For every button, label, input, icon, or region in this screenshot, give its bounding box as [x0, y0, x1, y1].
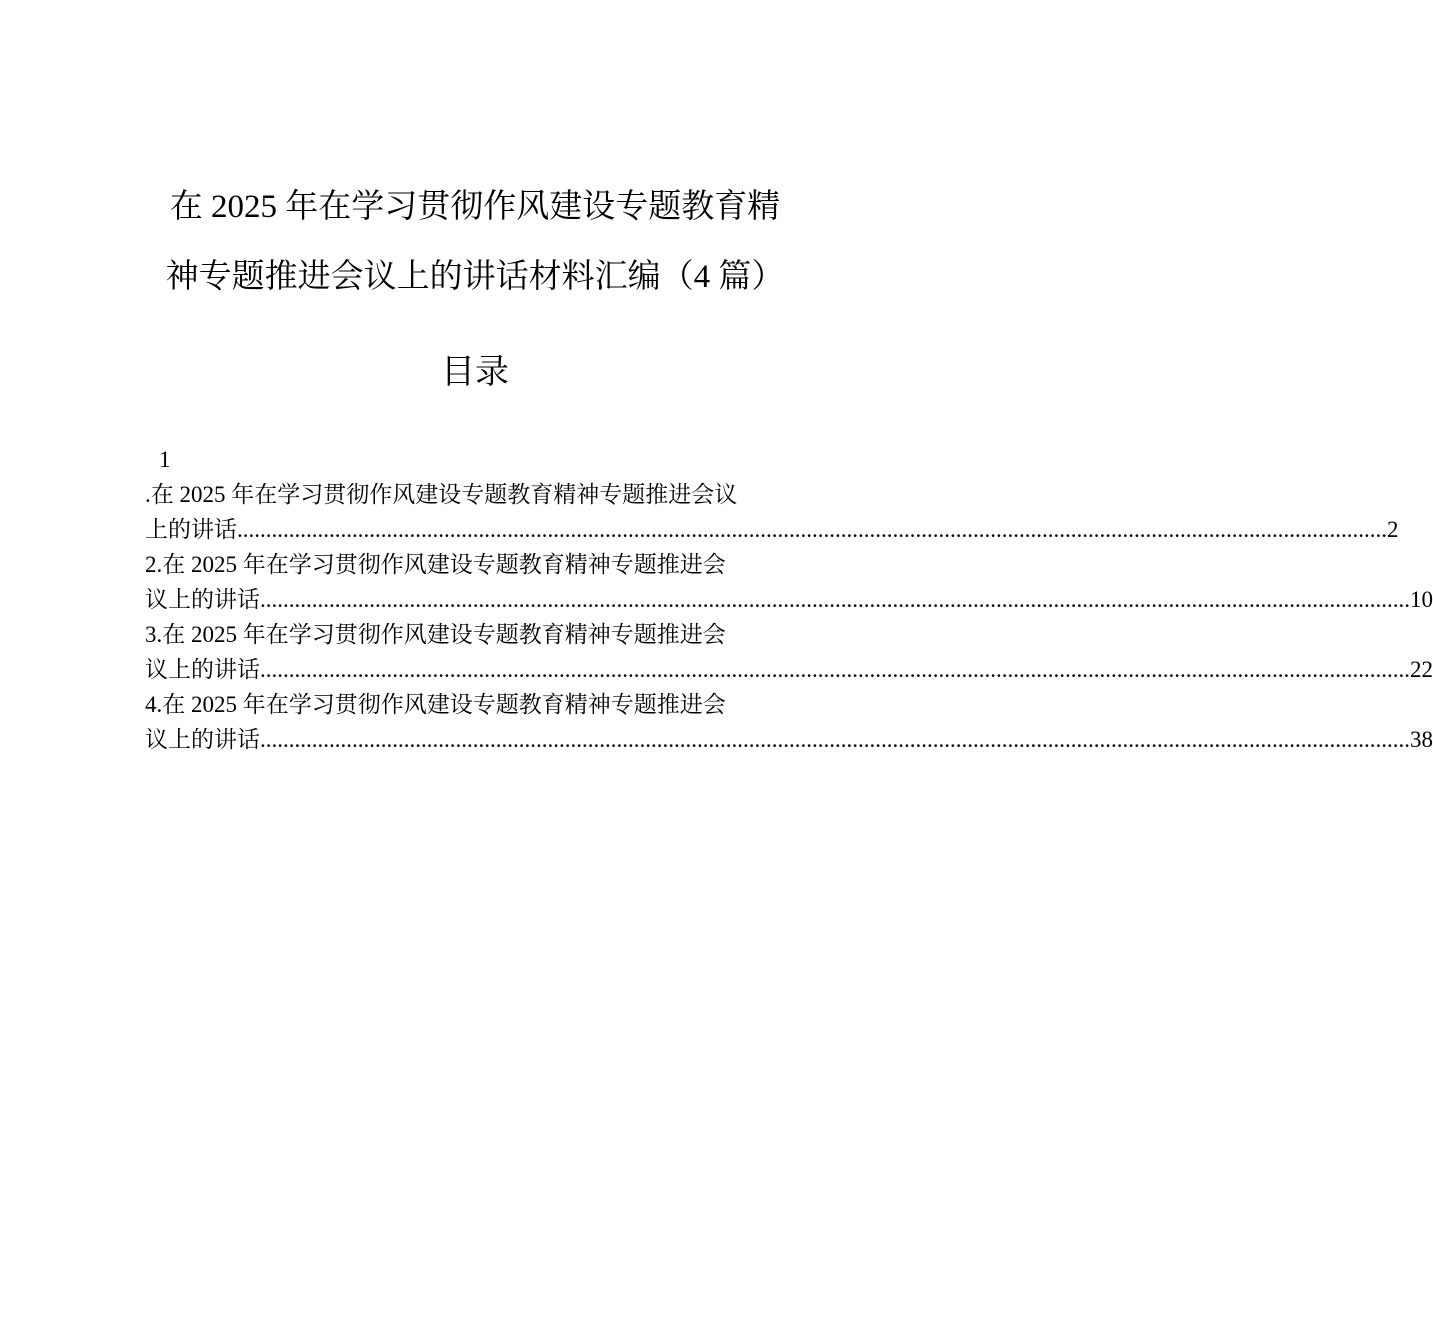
toc-entry-1[interactable] [145, 442, 1399, 547]
document-title-line-2: 神专题推进会议上的讲话材料汇编（4 篇） [165, 259, 785, 295]
toc-entry-page-number: 38 [1410, 727, 1433, 752]
toc-entry-page-number: 10 [1410, 587, 1433, 612]
toc-entry-title-tail: 议上的讲话 [145, 727, 260, 752]
toc-entry-2[interactable] [145, 547, 1433, 617]
toc-dot-leader: ........................................................................................................................................................................................................ [260, 657, 1410, 682]
toc-entry-page-number: 2 [1387, 517, 1399, 542]
toc-entry-title-tail: 议上的讲话 [145, 657, 260, 682]
toc-entry-title-tail: 议上的讲话 [145, 587, 260, 612]
toc-entry-3[interactable] [145, 617, 1433, 687]
toc-entry-title-line: 3.在 2025 年在学习贯彻作风建设专题教育精神专题推进会 [145, 622, 726, 647]
toc-entry-title-line: 4.在 2025 年在学习贯彻作风建设专题教育精神专题推进会 [145, 692, 726, 717]
document-title [140, 172, 810, 312]
document-title-line-1: 在 2025 年在学习贯彻作风建设专题教育精 [169, 189, 781, 225]
toc-entry-number: 1 [159, 447, 171, 472]
toc-dot-leader: ........................................................................................................................................................................................................ [260, 727, 1410, 752]
toc-entry-title-line: 2.在 2025 年在学习贯彻作风建设专题教育精神专题推进会 [145, 552, 726, 577]
toc-heading: 目录 [441, 354, 509, 391]
toc-dot-leader: ........................................................................................................................................................................................................ [237, 517, 1387, 542]
toc-entry-title-line: .在 2025 年在学习贯彻作风建设专题教育精神专题推进会议 [145, 482, 738, 507]
toc-entry-4[interactable] [145, 687, 1433, 757]
table-of-contents [145, 442, 1433, 757]
toc-dot-leader: ........................................................................................................................................................................................................ [260, 587, 1410, 612]
toc-entry-page-number: 22 [1410, 657, 1433, 682]
toc-entry-title-tail: 上的讲话 [145, 517, 237, 542]
